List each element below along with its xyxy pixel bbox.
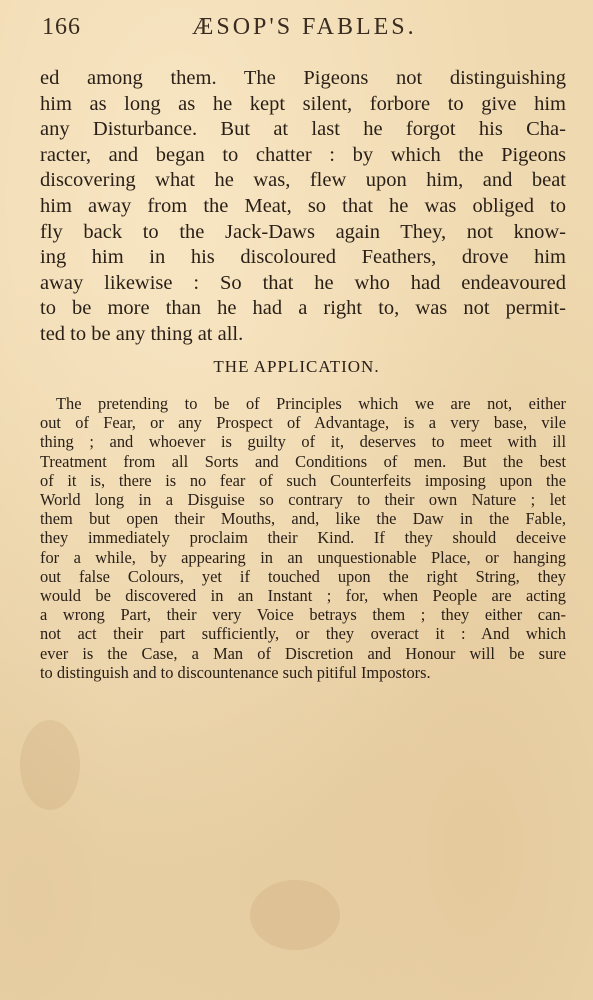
text-line: for a while, by appearing in an unquestionable Place, or hanging — [40, 547, 566, 567]
text-line: ing him in his discoloured Feathers, drove him — [40, 246, 566, 269]
text-line: out false Colours, yet if touched upon the right String, they — [40, 566, 566, 586]
page-header — [42, 14, 552, 46]
text-line: discovering what he was, flew upon him, and beat — [40, 169, 566, 192]
application-text — [40, 394, 566, 682]
text-line: any Disturbance. But at last he forgot his Cha- — [40, 118, 566, 141]
text-line: him as long as he kept silent, forbore to give him — [40, 92, 566, 115]
text-line: them but open their Mouths, and, like the Daw in the Fable, — [40, 509, 566, 529]
page-number: 166 — [42, 14, 81, 40]
text-line: would be discovered in an Instant ; for, when People are acting — [40, 586, 566, 606]
running-title: ÆSOP'S FABLES. — [192, 14, 417, 40]
text-line: not act their part sufficiently, or they overact it : And which — [40, 624, 566, 644]
text-line: ted to be any thing at all. — [40, 322, 244, 345]
text-line: Treatment from all Sorts and Conditions of men. But the best — [40, 451, 566, 471]
text-line: The pretending to be of Principles which we are not, either — [56, 394, 566, 413]
paper-stain — [250, 880, 340, 950]
text-line: a wrong Part, their very Voice betrays them ; they either can- — [40, 605, 566, 625]
text-line: fly back to the Jack-Daws again They, not know- — [40, 220, 566, 243]
fable-text — [40, 66, 566, 348]
text-line: ed among them. The Pigeons not distinguishing — [40, 67, 566, 89]
text-line: to be more than he had a right to, was not permit- — [40, 297, 566, 320]
paper-stain — [20, 720, 80, 810]
text-line: him away from the Meat, so that he was obliged to — [40, 194, 566, 217]
text-line: of it is, there is no fear of such Counterfeits imposing upon the — [40, 470, 566, 490]
text-line: to distinguish and to discountenance such pitiful Impostors. — [40, 662, 431, 682]
text-line: out of Fear, or any Prospect of Advantage, is a very base, vile — [40, 413, 566, 433]
text-line: racter, and began to chatter : by which the Pigeons — [40, 143, 566, 166]
text-line: they immediately proclaim their Kind. If they should deceive — [40, 528, 566, 548]
text-line: World long in a Disguise so contrary to their own Nature ; let — [40, 490, 566, 510]
text-line: ever is the Case, a Man of Discretion and Honour will be sure — [40, 643, 566, 663]
text-line: away likewise : So that he who had endeavoured — [40, 271, 566, 294]
application-heading: THE APPLICATION. — [213, 357, 380, 376]
text-line: thing ; and whoever is guilty of it, deserves to meet with ill — [40, 432, 566, 452]
